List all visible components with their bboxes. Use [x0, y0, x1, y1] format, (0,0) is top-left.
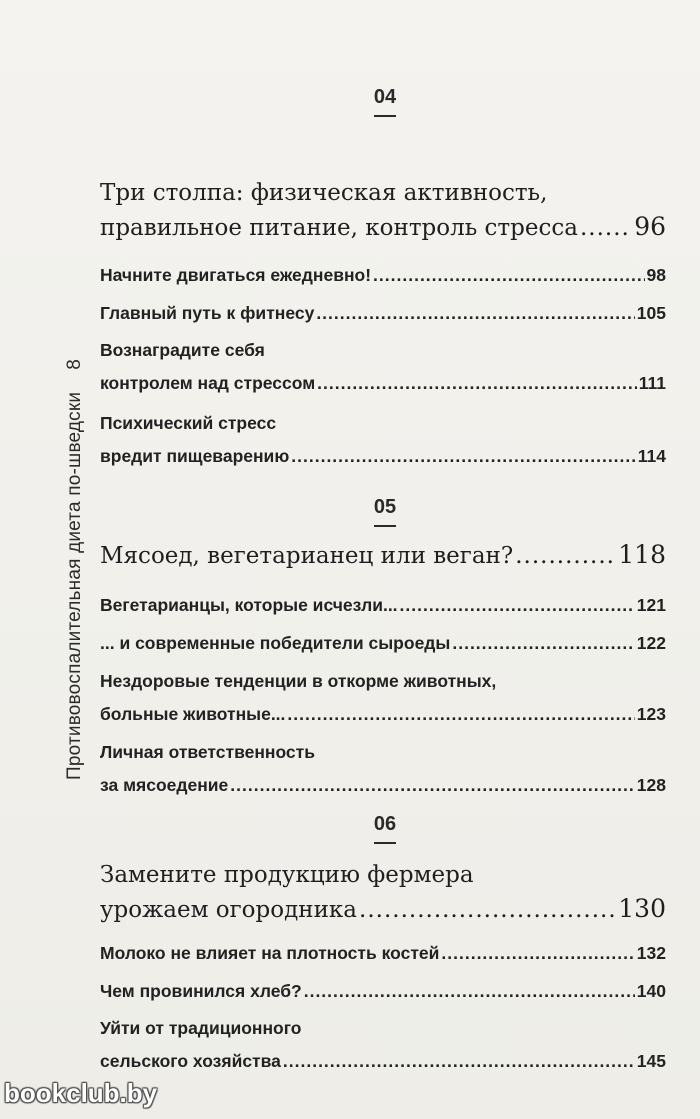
page-ref: 132 — [636, 943, 666, 963]
page-ref: 121 — [636, 595, 666, 615]
page-ref: 122 — [636, 633, 666, 653]
section-entry[interactable]: Чем провинился хлеб? ..... 140 — [100, 975, 666, 1008]
section-entry[interactable]: Уйти от традиционного сельского хозяйства ..... 145 — [100, 1012, 666, 1078]
page-ref: 123 — [636, 704, 666, 724]
page-ref: 140 — [636, 981, 666, 1001]
page-ref: 105 — [636, 303, 666, 323]
page-ref: 145 — [636, 1051, 666, 1071]
page-ref: 128 — [636, 775, 666, 795]
chapter-title-entry[interactable]: Замените продукцию фермера урожаем огородника ..... 130 — [100, 858, 666, 927]
chapter-title-entry[interactable]: Три столпа: физическая активность, правильное питание, контроль стресса ..... 96 — [100, 176, 666, 245]
page-ref: 114 — [637, 446, 666, 466]
section-entry[interactable]: Начните двигаться ежедневно! ..... 98 — [100, 259, 666, 292]
section-entry[interactable]: Вознаградите себя контролем над стрессом ..... 111 — [100, 334, 666, 400]
section-entry[interactable]: Нездоровые тенденции в откорме животных, больные животные... ..... 123 — [100, 665, 666, 731]
section-entry[interactable]: Главный путь к фитнесу ..... 105 — [100, 297, 666, 330]
page-number: 8 — [64, 359, 85, 370]
chapter-number: 06 — [0, 813, 700, 844]
chapter-number: 05 — [0, 496, 700, 527]
book-title-spine: Противовоспалительная диета по-шведски — [64, 391, 85, 780]
chapter-title-entry[interactable]: Мясоед, вегетарианец или веган? ..... 118 — [100, 538, 666, 573]
section-entry[interactable]: Личная ответственность за мясоедение ..... 128 — [100, 736, 666, 802]
page-ref: 96 — [634, 212, 666, 241]
page-ref: 130 — [618, 894, 666, 923]
section-entry[interactable]: Психический стресс вредит пищеварению ..... 114 — [100, 407, 666, 473]
running-head-vertical — [64, 359, 86, 780]
page-ref: 111 — [638, 373, 666, 393]
page-ref: 98 — [646, 265, 666, 285]
chapter-number: 04 — [0, 86, 700, 117]
section-entry[interactable]: Вегетарианцы, которые исчезли... ..... 121 — [100, 589, 666, 622]
section-entry[interactable]: Молоко не влияет на плотность костей ..... 132 — [100, 937, 666, 970]
watermark-logo: bookclub.by — [4, 1078, 158, 1108]
page-ref: 118 — [618, 540, 666, 569]
section-entry[interactable]: ... и современные победители сыроеды ..... 122 — [100, 627, 666, 660]
